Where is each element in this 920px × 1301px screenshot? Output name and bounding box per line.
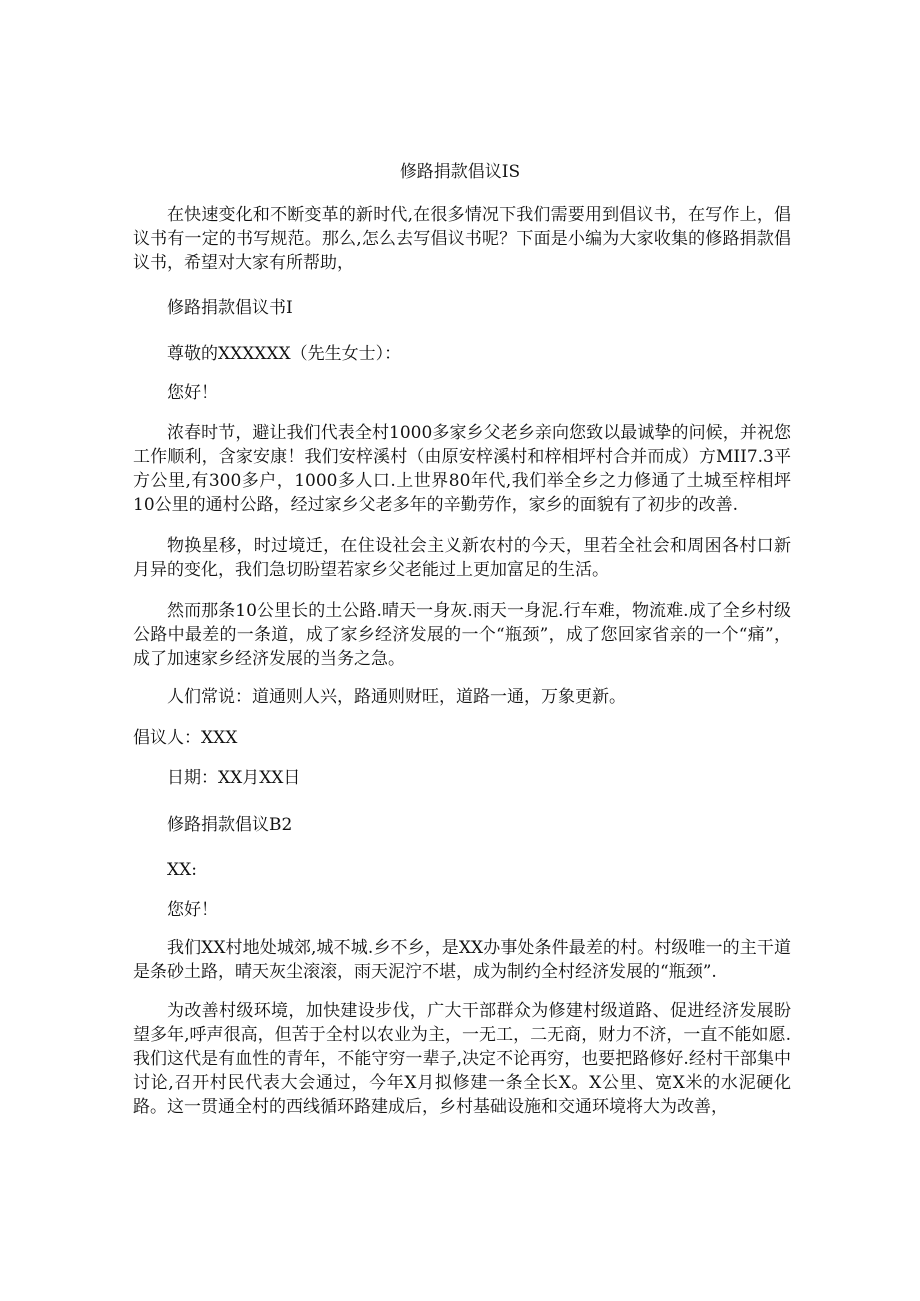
section1-greeting: 您好！	[167, 383, 218, 403]
section2-paragraph-2: 为改善村级环境，加快建设步伐，广大干部群众为修建村级道路、促进经济发展盼望多年,呼声很高，但苦于全村以农业为主，一无工，二无商，财力不济，一直不能如愿.我们这代是有血性的青年，不能守穷一辈子,决定不论再穷，也要把路修好.经村干部集中讨论,召开村民代表大会通过，今年X月拟修建一条全长X。X公里、宽X米的水泥硬化路。这一贯通全村的西线循环路建成后，乡村基础设施和交通环境将大为改善，	[133, 1001, 791, 1117]
section1-paragraph-4: 人们常说：道通则人兴，路通则财旺，道路一通，万象更新。	[167, 687, 626, 707]
section2-paragraph-1: 我们XX村地处城郊,城不城.乡不乡，是XX办事处条件最差的村。村级唯一的主干道是条砂土路，晴天灰尘滚滚，雨天泥泞不堪，成为制约全村经济发展的“瓶颈”.	[133, 938, 791, 982]
section2-greeting: 您好！	[167, 900, 218, 920]
section1-paragraph-2: 物换星移，时过境迁，在住设社会主义新农村的今天，里若全社会和周困各村口新月异的变化，我们急切盼望若家乡父老能过上更加富足的生活。	[133, 536, 791, 580]
intro-paragraph: 在快速变化和不断变革的新时代,在很多情况下我们需要用到倡议书，在写作上，倡议书有一定的书写规范。那么,怎么去写倡议书呢？下面是小编为大家收集的修路捐款倡议书，希望对大家有所帮助，	[133, 205, 791, 273]
initiator-line: 倡议人：XXX	[133, 728, 238, 748]
section1-paragraph-1: 浓春时节，避让我们代表全村1000多家乡父老乡亲向您致以最诚挚的问候，并祝您工作顺利，含家安康！我们安梓溪村（由原安梓溪村和梓相坪村合并而成）方MII7.3平方公里,有300多户，1000多人口.上世界80年代,我们举全乡之力修通了土城至梓相坪10公里的通村公路，经过家乡父老多年的辛勤劳作，家乡的面貌有了初步的改善.	[133, 423, 791, 515]
section1-heading: 修路捐款倡议书I	[167, 298, 293, 318]
section1-paragraph-3: 然而那条10公里长的土公路.晴天一身灰.雨天一身泥.行车难，物流难.成了全乡村级公路中最差的一条道，成了家乡经济发展的一个“瓶颈”，成了您回家省亲的一个“痛”，成了加速家乡经济发展的当务之急。	[133, 601, 791, 669]
section1-salutation: 尊敬的XXXXXX（先生女士）：	[167, 344, 402, 364]
date-line: 日期：XX月XX日	[167, 768, 301, 788]
section2-heading: 修路捐款倡议B2	[167, 815, 293, 835]
section2-salutation: XX:	[167, 860, 197, 880]
document-title: 修路捐款倡议IS	[399, 162, 521, 182]
